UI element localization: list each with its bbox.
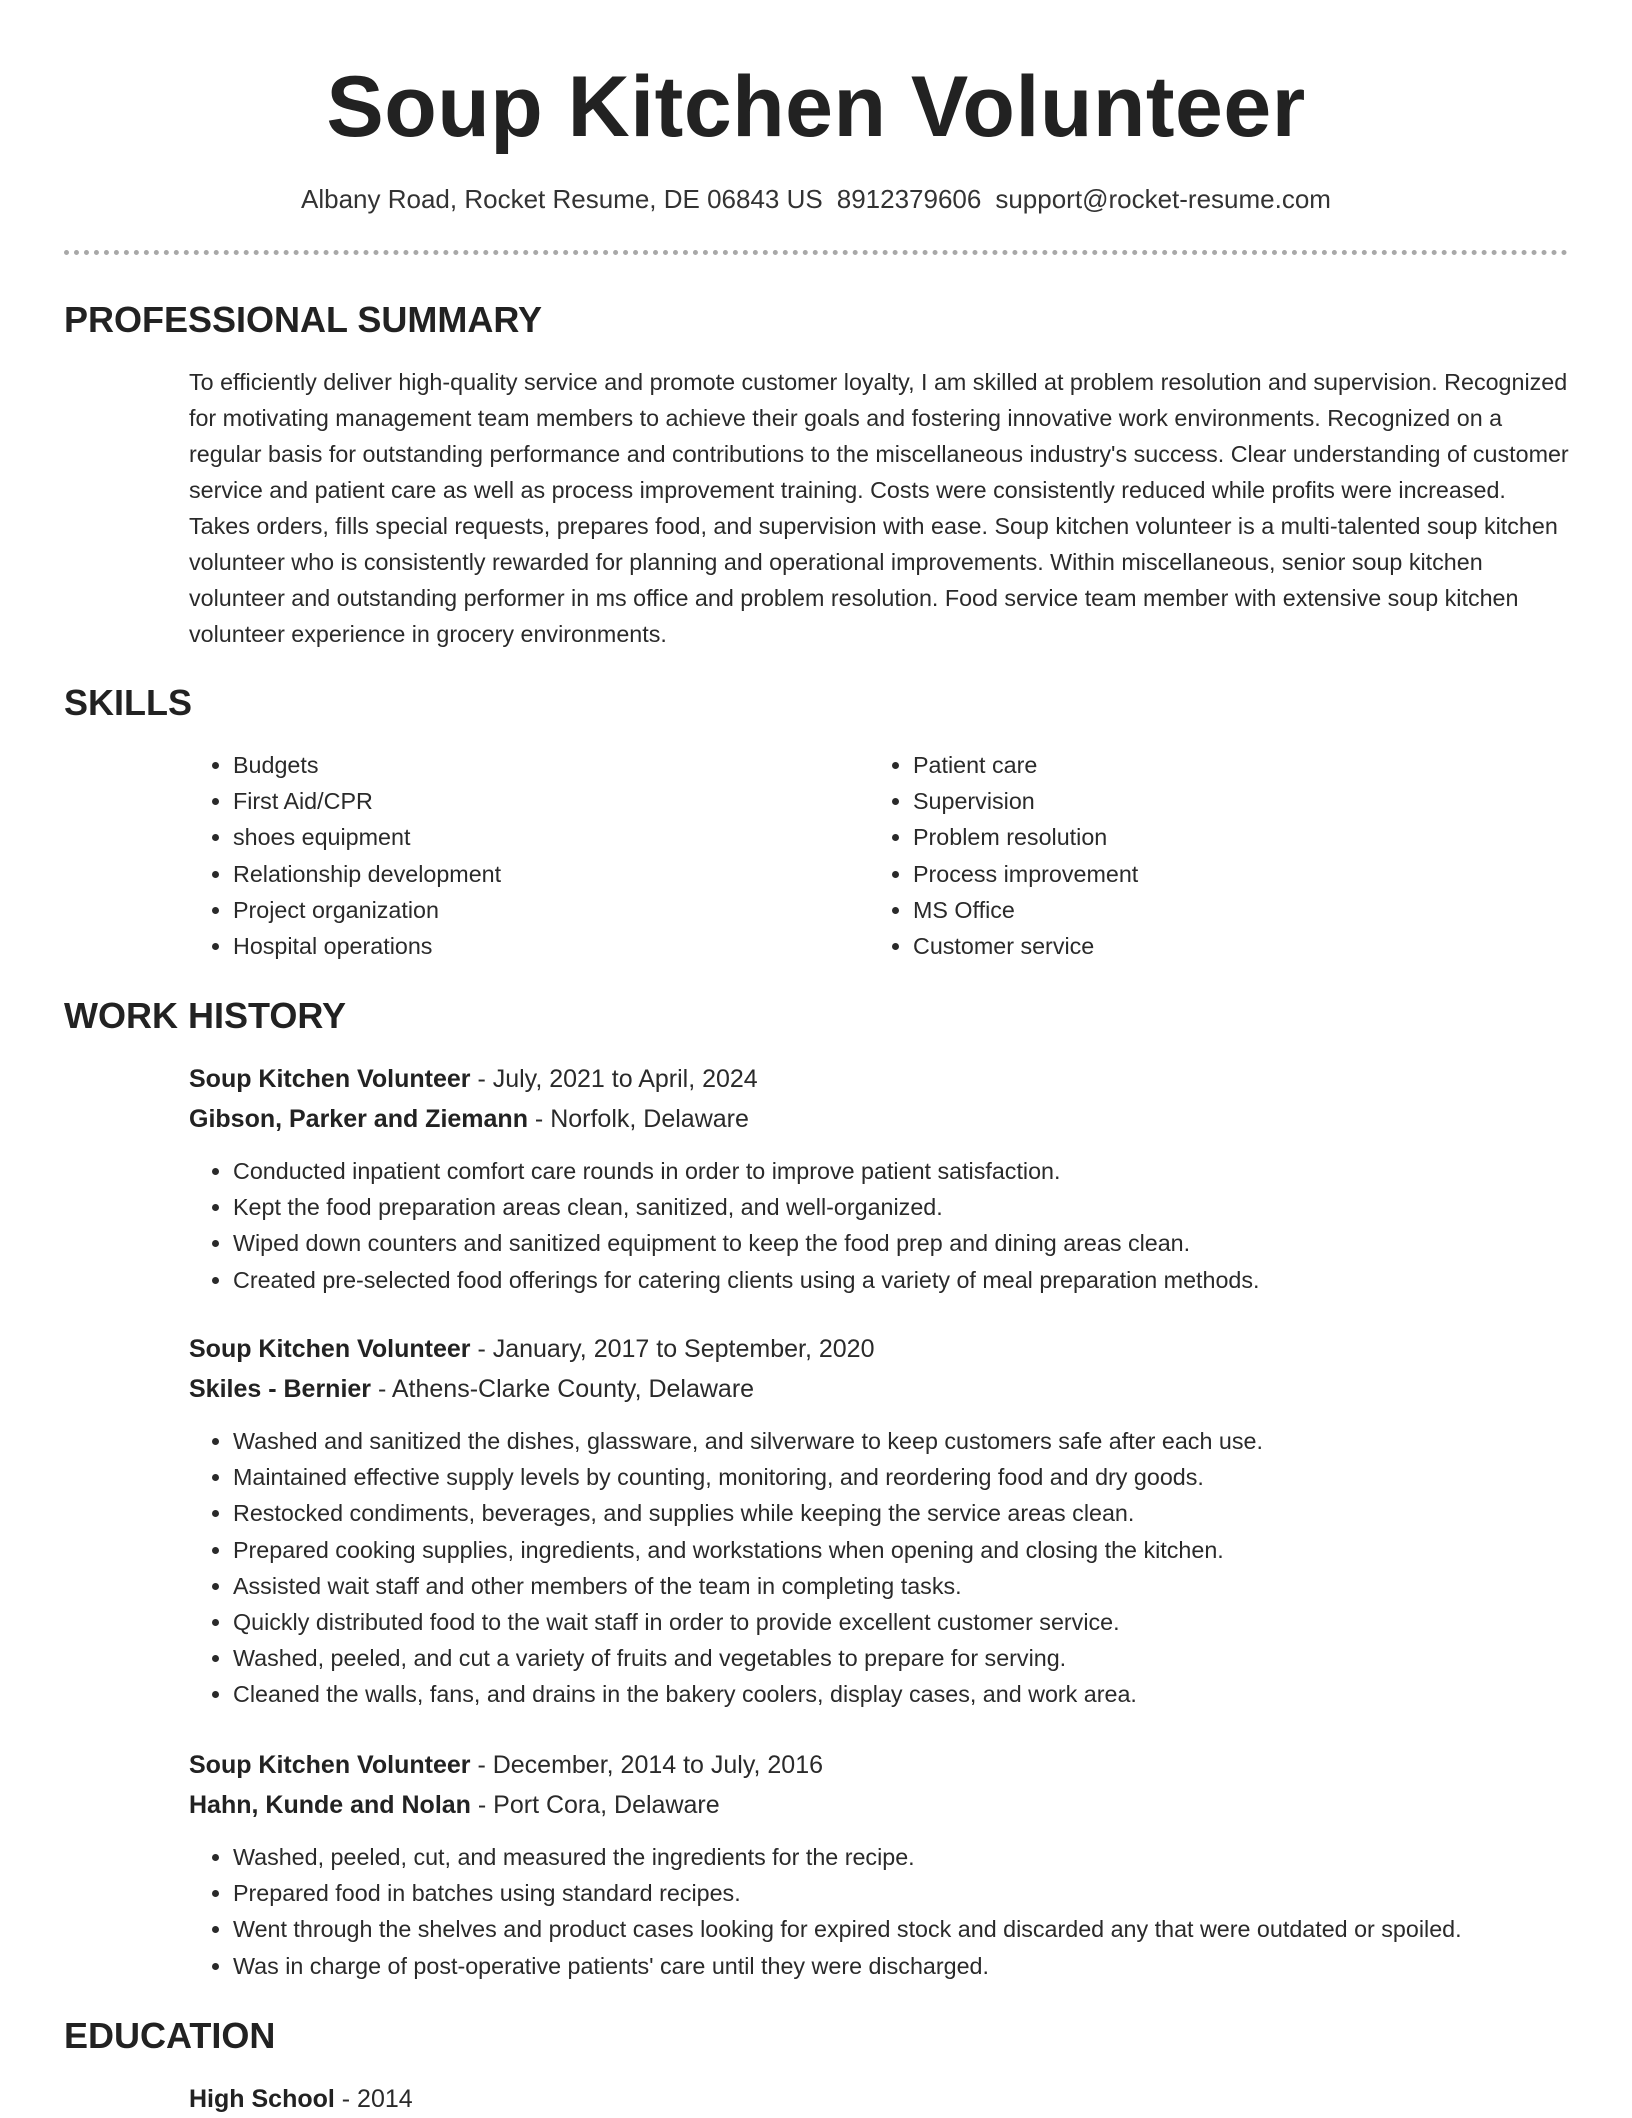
- summary-heading: PROFESSIONAL SUMMARY: [64, 299, 543, 340]
- job-dates: - December, 2014 to July, 2016: [470, 1751, 824, 1779]
- job-company-line: [189, 1786, 720, 1824]
- resume-name: Soup Kitchen Volunteer: [326, 59, 1306, 155]
- skill-item: • Project organization: [233, 892, 853, 928]
- header-divider: [64, 250, 1568, 255]
- skills-list-right: [869, 747, 1553, 964]
- work-history-heading: WORK HISTORY: [64, 995, 347, 1036]
- contact-address: Albany Road, Rocket Resume, DE 06843 US: [301, 184, 823, 214]
- skill-item: • Problem resolution: [913, 819, 1553, 855]
- job-duties-list: [189, 1839, 1632, 1984]
- job-duty: • Went through the shelves and product cases looking for expired stock and discarded any that were outdated or spoiled.: [233, 1911, 1632, 1947]
- job-dates: - January, 2017 to September, 2020: [470, 1335, 875, 1363]
- job-duty: • Washed, peeled, and cut a variety of fruits and vegetables to prepare for serving.: [233, 1640, 1632, 1676]
- job-duty: • Wiped down counters and sanitized equipment to keep the food prep and dining areas clean.: [233, 1225, 1632, 1261]
- skill-item: • Hospital operations: [233, 928, 853, 964]
- skill-item: • MS Office: [913, 892, 1553, 928]
- skill-item: • Customer service: [913, 928, 1553, 964]
- job-role: Soup Kitchen Volunteer: [189, 1335, 471, 1363]
- education-line: [189, 2080, 413, 2118]
- job-role: Soup Kitchen Volunteer: [189, 1751, 471, 1779]
- job-location: - Athens-Clarke County, Delaware: [371, 1375, 755, 1403]
- job-duty: • Maintained effective supply levels by counting, monitoring, and reordering food and dry goods.: [233, 1459, 1632, 1495]
- job-company: Gibson, Parker and Ziemann: [189, 1105, 528, 1133]
- job-duty: • Kept the food preparation areas clean, sanitized, and well-organized.: [233, 1189, 1632, 1225]
- skill-item: • Budgets: [233, 747, 853, 783]
- skill-item: • Patient care: [913, 747, 1553, 783]
- skills-heading: SKILLS: [64, 682, 193, 723]
- job-duty: • Prepared food in batches using standard recipes.: [233, 1875, 1632, 1911]
- skill-item: • Relationship development: [233, 856, 853, 892]
- skill-item: • Supervision: [913, 783, 1553, 819]
- job-title-line: [189, 1746, 823, 1784]
- job-duty: • Conducted inpatient comfort care rounds in order to improve patient satisfaction.: [233, 1153, 1632, 1189]
- skill-item: • First Aid/CPR: [233, 783, 853, 819]
- job-role: Soup Kitchen Volunteer: [189, 1065, 471, 1093]
- job-title-line: [189, 1060, 758, 1098]
- job-duty: • Washed, peeled, cut, and measured the ingredients for the recipe.: [233, 1839, 1632, 1875]
- job-duty: • Cleaned the walls, fans, and drains in the bakery coolers, display cases, and work area.: [233, 1676, 1632, 1712]
- job-company: Skiles - Bernier: [189, 1375, 372, 1403]
- job-company-line: [189, 1100, 749, 1138]
- education-heading: EDUCATION: [64, 2015, 276, 2056]
- job-duty: • Washed and sanitized the dishes, glassware, and silverware to keep customers safe after each use.: [233, 1423, 1632, 1459]
- job-location: - Port Cora, Delaware: [470, 1791, 720, 1819]
- job-duties-list: [189, 1423, 1632, 1713]
- job-company: Hahn, Kunde and Nolan: [189, 1791, 471, 1819]
- job-duty: • Restocked condiments, beverages, and supplies while keeping the service areas clean.: [233, 1495, 1632, 1531]
- education-degree: High School: [189, 2085, 335, 2113]
- job-duty: • Assisted wait staff and other members of the team in completing tasks.: [233, 1568, 1632, 1604]
- skill-item: • shoes equipment: [233, 819, 853, 855]
- job-company-line: [189, 1370, 754, 1408]
- job-duty: • Quickly distributed food to the wait staff in order to provide excellent customer service.: [233, 1604, 1632, 1640]
- education-year: - 2014: [334, 2085, 413, 2113]
- skill-item: • Process improvement: [913, 856, 1553, 892]
- job-location: - Norfolk, Delaware: [527, 1105, 749, 1133]
- contact-line: [0, 181, 1632, 217]
- job-title-line: [189, 1330, 874, 1368]
- contact-phone: 8912379606: [836, 184, 982, 214]
- contact-email: support@rocket-resume.com: [995, 184, 1331, 214]
- skills-list-left: [189, 747, 853, 964]
- job-duty: • Created pre-selected food offerings for catering clients using a variety of meal preparation methods.: [233, 1262, 1632, 1298]
- job-dates: - July, 2021 to April, 2024: [470, 1065, 758, 1093]
- job-duties-list: [189, 1153, 1632, 1298]
- job-duty: • Was in charge of post-operative patients' care until they were discharged.: [233, 1948, 1632, 1984]
- job-duty: • Prepared cooking supplies, ingredients, and workstations when opening and closing the kitchen.: [233, 1532, 1632, 1568]
- summary-text: To efficiently deliver high-quality service and promote customer loyalty, I am skilled at problem resolution and supervision. Recognized for motivating management team members to achieve their goals and fostering innovative work environments. Recognized on a regular basis for outstanding performance and contributions to the miscellaneous industry's success. Clear understanding of customer service and patient care as well as process improvement training. Costs were consistently reduced while profits were increased. Takes orders, fills special requests, prepares food, and supervision with ease. Soup kitchen volunteer is a multi-talented soup kitchen volunteer who is consistently rewarded for planning and operational improvements. Within miscellaneous, senior soup kitchen volunteer and outstanding performer in ms office and problem resolution. Food service team member with extensive soup kitchen volunteer experience in grocery environments.: [189, 369, 1569, 647]
